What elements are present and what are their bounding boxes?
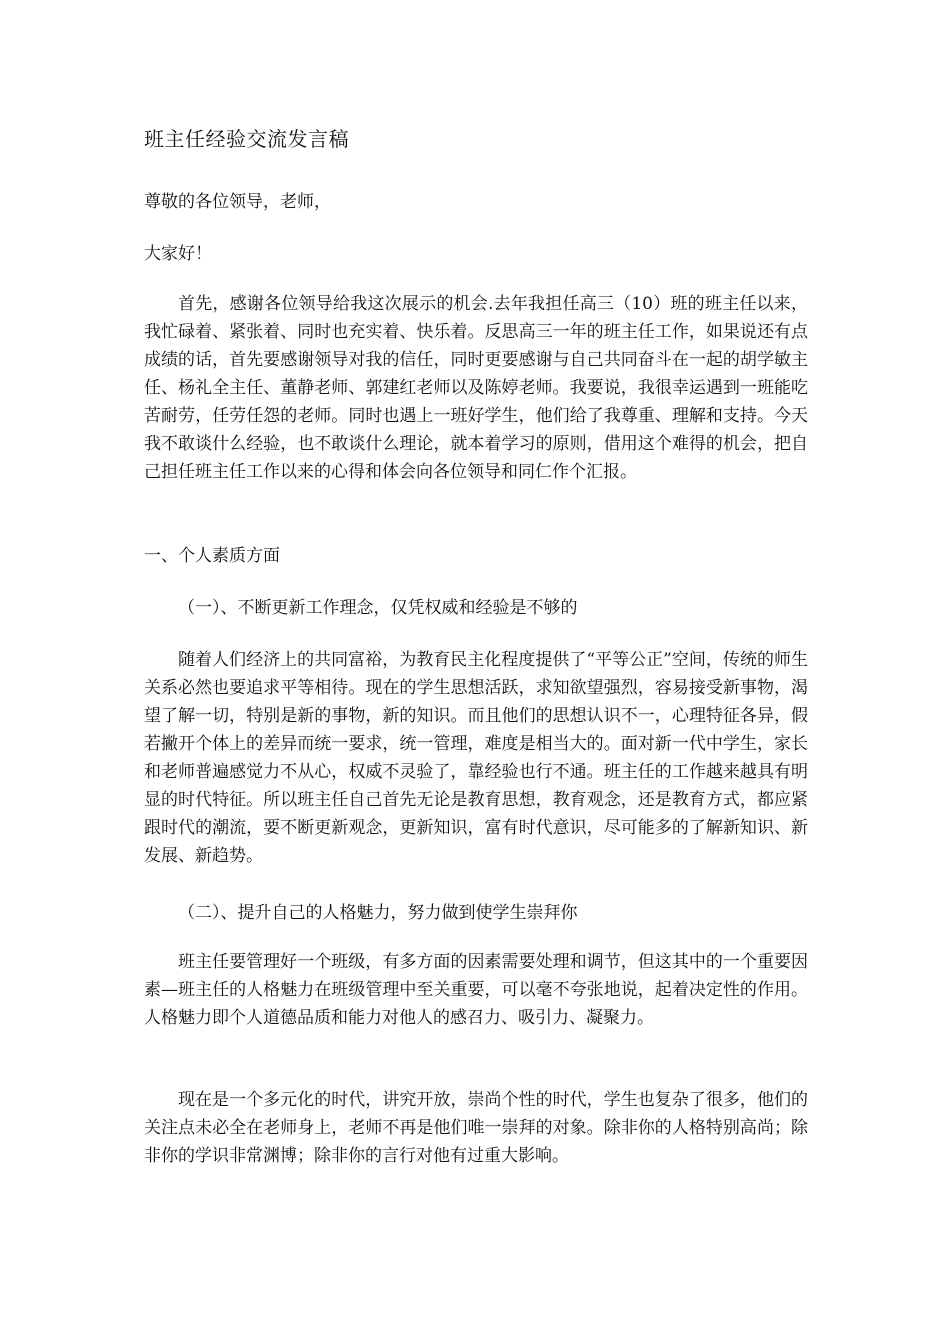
subsection-heading-1: （一）、不断更新工作理念，仅凭权威和经验是不够的 [178,598,578,618]
greeting: 大家好！ [144,244,212,264]
document-page [144,0,808,1344]
section-heading-personal-quality: 一、个人素质方面 [144,546,280,566]
subsection-heading-2: （二）、提升自己的人格魅力，努力做到使学生崇拜你 [178,903,578,923]
document-title: 班主任经验交流发言稿 [144,127,349,151]
subsection-1-paragraph: 随着人们经济上的共同富裕，为教育民主化程度提供了“平等公正”空间，传统的师生关系必然也要追求平等相待。现在的学生思想活跃，求知欲望强烈，容易接受新事物，渴望了解一切，特别是新的事物，新的知识。而且他们的思想认识不一，心理特征各异，假若撇开个体上的差异而统一要求，统一管理，难度是相当大的。面对新一代中学生，家长和老师普遍感觉力不从心，权威不灵验了，靠经验也行不通。班主任的工作越来越具有明显的时代特征。所以班主任自己首先无论是教育思想，教育观念，还是教育方式，都应紧跟时代的潮流，要不断更新观念，更新知识，富有时代意识，尽可能多的了解新知识、新发展、新趋势。 [144,650,808,866]
subsection-2-paragraph-2: 现在是一个多元化的时代，讲究开放，崇尚个性的时代，学生也复杂了很多，他们的关注点未必全在老师身上，老师不再是他们唯一崇拜的对象。除非你的人格特别高尚；除非你的学识非常渊博；除非你的言行对他有过重大影响。 [144,1090,808,1166]
salutation: 尊敬的各位领导，老师， [144,192,331,212]
subsection-2-paragraph-1: 班主任要管理好一个班级，有多方面的因素需要处理和调节，但这其中的一个重要因素—班主任的人格魅力在班级管理中至关重要，可以毫不夸张地说，起着决定性的作用。人格魅力即个人道德品质和能力对他人的感召力、吸引力、凝聚力。 [144,952,808,1028]
intro-paragraph: 首先，感谢各位领导给我这次展示的机会.去年我担任高三（10）班的班主任以来，我忙碌着、紧张着、同时也充实着、快乐着。反思高三一年的班主任工作，如果说还有点成绩的话，首先要感谢领导对我的信任，同时更要感谢与自己共同奋斗在一起的胡学敏主任、杨礼全主任、董静老师、郭建红老师以及陈婷老师。我要说，我很幸运遇到一班能吃苦耐劳，任劳任怨的老师。同时也遇上一班好学生，他们给了我尊重、理解和支持。今天我不敢谈什么经验，也不敢谈什么理论，就本着学习的原则，借用这个难得的机会，把自己担任班主任工作以来的心得和体会向各位领导和同仁作个汇报。 [144,294,808,482]
